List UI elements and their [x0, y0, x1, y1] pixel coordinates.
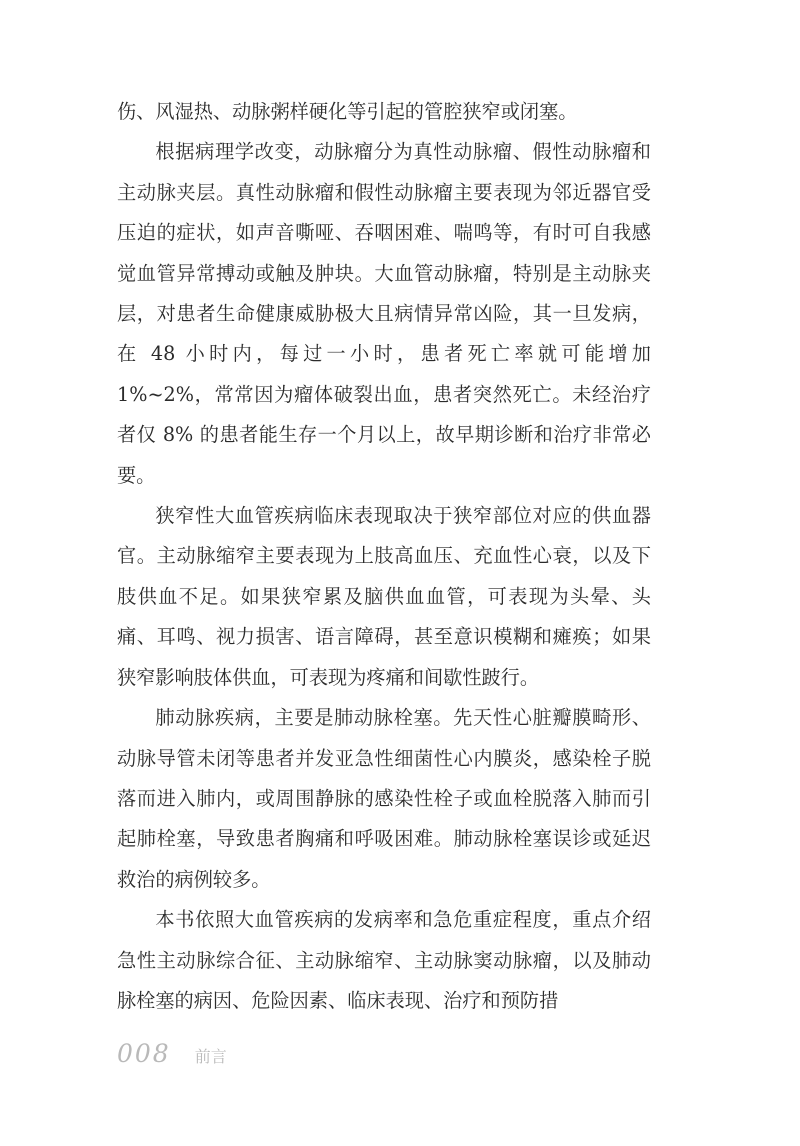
page-number: 008 [117, 1039, 171, 1068]
paragraph-aneurysm-types: 根据病理学改变，动脉瘤分为真性动脉瘤、假性动脉瘤和主动脉夹层。真性动脉瘤和假性动脉瘤主要表现为邻近器官受压迫的症状，如声音嘶哑、吞咽困难、喘鸣等，有时可自我感觉血管异常搏动或触及肿块。大血管动脉瘤，特别是主动脉夹层，对患者生命健康威胁极大且病情异常凶险，其一旦发病，在 48 小时内，每过一小时，患者死亡率就可能增加 1%~2%，常常因为瘤体破裂出血，患者突然死亡。未经治疗者仅 8% 的患者能生存一个月以上，故早期诊断和治疗非常必要。 [117, 140, 651, 487]
paragraph-continuation: 伤、风湿热、动脉粥样硬化等引起的管腔狭窄或闭塞。 [117, 100, 578, 123]
page-footer [117, 1039, 227, 1071]
running-section-title: 前言 [194, 1047, 227, 1066]
paragraph-book-scope: 本书依照大血管疾病的发病率和急危重症程度，重点介绍急性主动脉综合征、主动脉缩窄、主动脉窦动脉瘤，以及肺动脉栓塞的病因、危险因素、临床表现、治疗和预防措 [117, 908, 651, 1012]
paragraph-pulmonary-artery: 肺动脉疾病，主要是肺动脉栓塞。先天性心脏瓣膜畸形、动脉导管未闭等患者并发亚急性细菌性心内膜炎，感染栓子脱落而进入肺内，或周围静脉的感染性栓子或血栓脱落入肺而引起肺栓塞，导致患者胸痛和呼吸困难。肺动脉栓塞误诊或延迟救治的病例较多。 [117, 706, 651, 891]
paragraph-stenotic-disease: 狭窄性大血管疾病临床表现取决于狭窄部位对应的供血器官。主动脉缩窄主要表现为上肢高血压、充血性心衰，以及下肢供血不足。如果狭窄累及脑供血血管，可表现为头晕、头痛、耳鸣、视力损害、语言障碍，甚至意识模糊和瘫痪；如果狭窄影响肢体供血，可表现为疼痛和间歇性跛行。 [117, 504, 651, 689]
body-text [117, 92, 651, 1021]
